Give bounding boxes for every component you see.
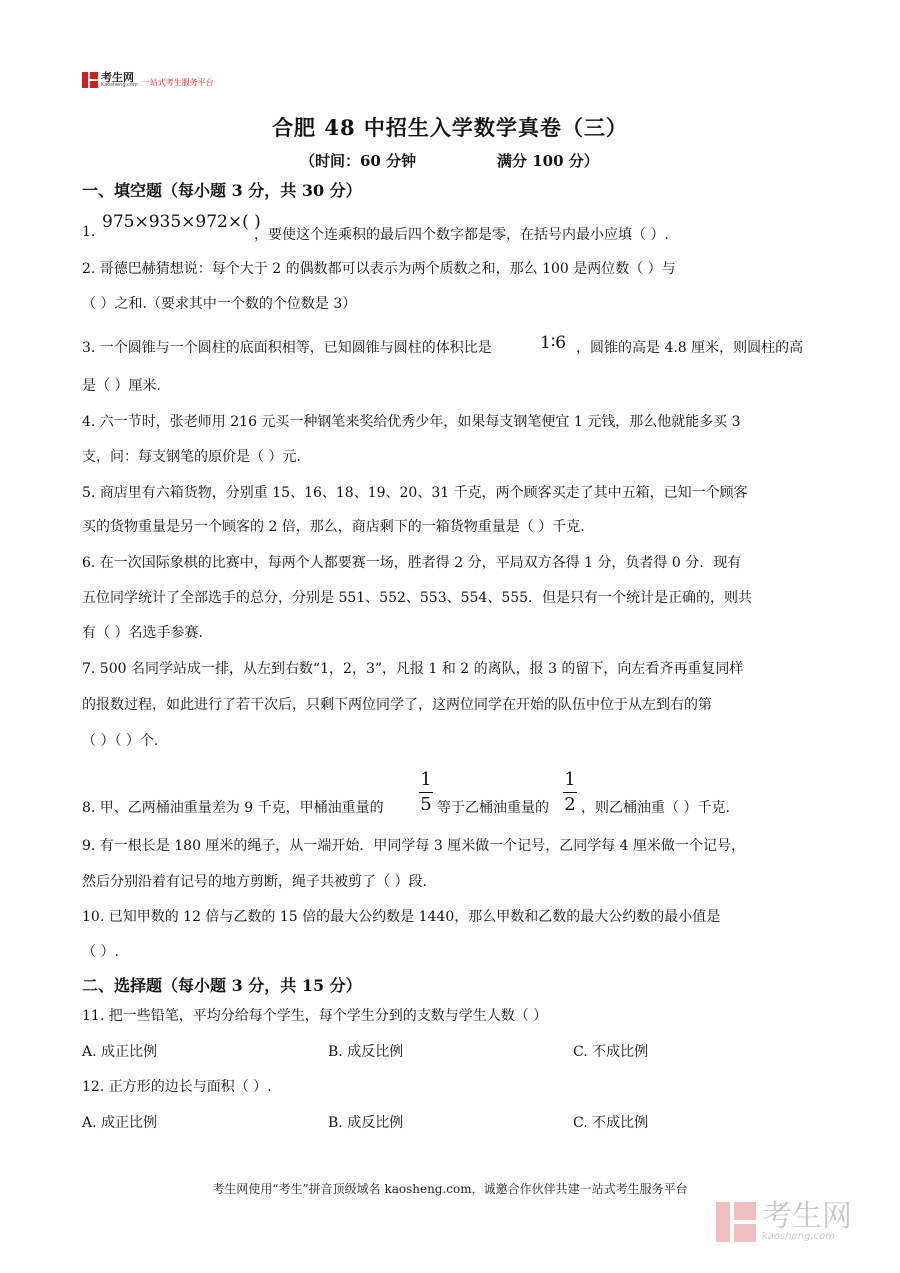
q9-line1: 9. 有一根长是 180 厘米的绳子，从一端开始．甲同学每 3 厘米做一个记号，乙同学每 4 厘米做一个记号， [82,838,746,854]
logo-slogan: 一站式考生服务平台 [141,77,214,87]
q8-fraction-2-bar [563,792,577,793]
q1-number: 1. [82,224,96,240]
page-title: 合肥 48 中招生入学数学真卷（三） [272,115,628,140]
q6-line1: 6. 在一次国际象棋的比赛中，每两个人都要赛一场，胜者得 2 分，平局双方各得 1 分，负者得 0 分．现有 [82,555,742,571]
q8-text-b: 等于乙桶油重量的 [437,800,549,816]
q11-option-c[interactable]: C. 不成比例 [573,1044,649,1060]
logo-name: 考生网 [101,71,134,84]
section-heading-fill-in: 一、填空题（每小题 3 分，共 30 分） [82,181,362,200]
q5-line1: 5. 商店里有六箱货物，分别重 15、16、18、19、20、31 千克，两个顾客买走了其中五箱，已知一个顾客 [82,485,748,501]
section-heading-multiple-choice: 二、选择题（每小题 3 分，共 15 分） [82,976,362,995]
q8-fraction-2-numerator: 1 [564,769,576,790]
q11-option-a[interactable]: A. 成正比例 [82,1044,158,1060]
q12-option-a[interactable]: A. 成正比例 [82,1115,158,1131]
q8-fraction-1 [419,771,433,814]
header-logo[interactable] [82,72,214,88]
kaosheng-logo-icon [82,72,98,88]
watermark-logo [716,1199,852,1242]
q7-line1: 7. 500 名同学站成一排，从左到右数“1，2，3”，凡报 1 和 2 的离队，报 3 的留下，向左看齐再重复同样 [82,661,744,677]
q10-line2: （ ）. [82,944,119,960]
q11-option-b[interactable]: B. 成反比例 [328,1044,404,1060]
q1-expression: 975×935×972×( ) [102,212,261,232]
q8-text-c: ，则乙桶油重（ ）千克. [581,800,730,816]
q4-line2: 支，问：每支钢笔的原价是（ ）元. [82,449,301,465]
q2-line2: （ ）之和.（要求其中一个数的个位数是 3） [82,296,357,312]
q11-stem: 11. 把一些铅笔，平均分给每个学生，每个学生分到的支数与学生人数（ ） [82,1008,548,1024]
q8-text-a: 8. 甲、乙两桶油重量差为 9 千克，甲桶油重量的 [82,800,384,816]
page-footer: 考生网使用“考生”拼音顶级域名 kaosheng.com，诚邀合作伙伴共建一站式考生服务平台 [212,1182,688,1196]
logo-domain: Kaosheng.com [101,82,138,88]
watermark-name: 考生网 [762,1199,852,1234]
q12-option-b[interactable]: B. 成反比例 [328,1115,404,1131]
q6-line2: 五位同学统计了全部选手的总分，分别是 551、552、553、554、555．但是只有一个统计是正确的，则共 [82,590,753,606]
q8-fraction-1-denominator: 5 [420,794,432,815]
q7-line2: 的报数过程，如此进行了若干次后，只剩下两位同学了，这两位同学在开始的队伍中位于从左到右的第 [82,697,712,713]
q5-line2: 买的货物重量是另一个顾客的 2 倍，那么，商店剩下的一箱货物重量是（ ）千克. [82,519,585,535]
q12-stem: 12. 正方形的边长与面积（ ）. [82,1079,272,1095]
exam-score: 满分 100 分） [497,152,599,170]
q6-line3: 有（ ）名选手参赛. [82,625,203,641]
q8-fraction-1-bar [419,792,433,793]
q9-line2: 然后分别沿着有记号的地方剪断，绳子共被剪了（ ）段. [82,874,427,890]
q3-line2: 是（ ）厘米. [82,378,161,394]
q3-line1a: 3. 一个圆锥与一个圆柱的底面积相等，已知圆锥与圆柱的体积比是 [82,340,492,356]
watermark-domain: kaosheng.com [762,1231,835,1242]
q8-fraction-1-numerator: 1 [420,769,432,790]
kaosheng-watermark-icon [716,1202,756,1242]
q2-line1: 2. 哥德巴赫猜想说：每个大于 2 的偶数都可以表示为两个质数之和，那么 100 是两位数（ ）与 [82,261,676,277]
q10-line1: 10. 已知甲数的 12 倍与乙数的 15 倍的最大公约数是 1440，那么甲数和乙数的最大公约数的最小值是 [82,909,721,925]
q12-option-c[interactable]: C. 不成比例 [573,1115,649,1131]
q3-line1b: ，圆锥的高是 4.8 厘米，则圆柱的高 [576,340,804,356]
q7-line3: （ ）（ ）个. [82,733,159,749]
q4-line1: 4. 六一节时，张老师用 216 元买一种钢笔来奖给优秀少年，如果每支钢笔便宜 1 元钱，那么他就能多买 3 [82,414,741,430]
q8-fraction-2 [563,771,577,814]
q1-text: ，要使这个连乘积的最后四个数字都是零，在括号内最小应填（ ）. [254,227,669,243]
q8-fraction-2-denominator: 2 [564,794,576,815]
exam-time: （时间：60 分钟 [300,152,417,170]
q3-ratio: 1∶6 [540,333,567,353]
